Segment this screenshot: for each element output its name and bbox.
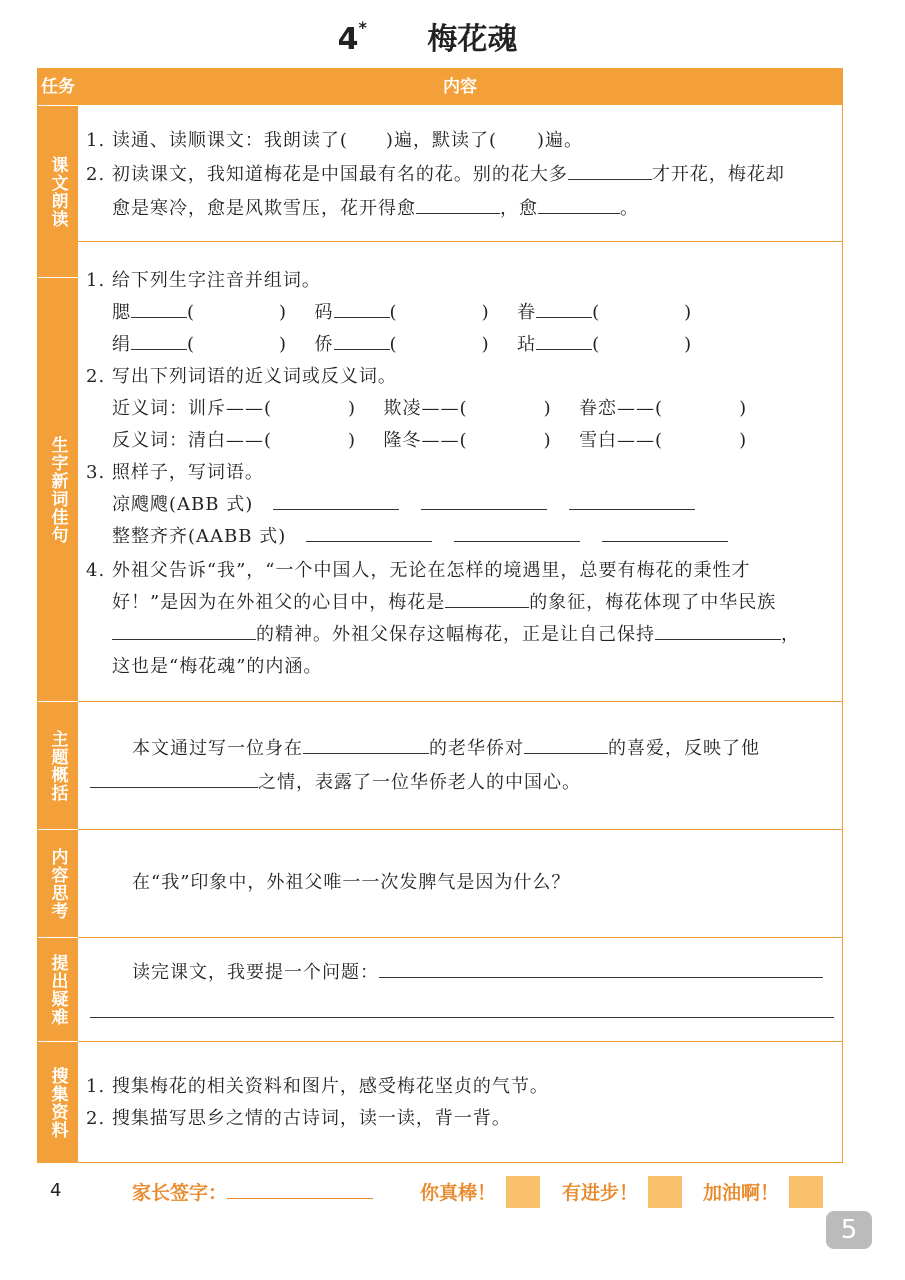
answer-blank[interactable] (524, 733, 608, 754)
answer-blank[interactable] (655, 619, 781, 640)
answer-blank[interactable] (536, 329, 592, 350)
label-vocabulary: 生字新词佳句 (38, 277, 78, 701)
char-row-2: 绢 ( ) 侨 ( ) 玷 ( ) (112, 329, 692, 361)
answer-blank[interactable] (273, 489, 399, 510)
answer-blank[interactable] (538, 193, 620, 214)
reading-q2: 2. 初读课文，我知道梅花是中国最有名的花。别的花大多 才开花，梅花却 (86, 159, 785, 191)
materials-item-1: 1. 搜集梅花的相关资料和图片，感受梅花坚贞的气节。 (86, 1076, 549, 1097)
rating-great-box[interactable] (506, 1176, 540, 1208)
table-header (38, 69, 842, 105)
answer-blank[interactable] (568, 159, 652, 180)
answer-blank[interactable] (131, 297, 187, 318)
reading-q2-cont: 愈是寒冷，愈是风欺雪压，花开得愈 ，愈 。 (112, 193, 639, 225)
rating-progress-label: 有进步！ (562, 1182, 639, 1204)
signature-line[interactable] (227, 1178, 373, 1199)
example-aabb: 整整齐齐(AABB 式) (112, 521, 728, 553)
answer-blank[interactable] (454, 521, 580, 542)
row-divider (78, 701, 842, 702)
rating-cheer-label: 加油啊！ (703, 1182, 780, 1204)
answer-blank[interactable] (90, 767, 258, 788)
question-answer-line[interactable] (90, 1017, 834, 1018)
label-questions: 提出疑难 (38, 937, 78, 1041)
answer-blank[interactable] (306, 521, 432, 542)
question-answer-line[interactable] (379, 957, 823, 978)
header-content: 内容 (443, 77, 477, 97)
answer-blank[interactable] (445, 587, 529, 608)
char-row-1: 腮 ( ) 码 ( ) 眷 ( ) (112, 297, 692, 329)
row-divider (78, 241, 842, 242)
answer-blank[interactable] (334, 297, 390, 318)
thinking-question: 在“我”印象中，外祖父唯一一次发脾气是因为什么？ (132, 872, 571, 893)
answer-blank[interactable] (536, 297, 592, 318)
lesson-number: 4 (337, 22, 359, 57)
answer-blank[interactable] (112, 619, 256, 640)
row-divider (78, 937, 842, 938)
vocab-q2: 2. 写出下列词语的近义词或反义词。 (86, 366, 397, 387)
rating-cheer-box[interactable] (789, 1176, 823, 1208)
vocab-q4-line1: 4. 外祖父告诉“我”，“一个中国人，无论在怎样的境遇里，总要有梅花的秉性才 (86, 560, 751, 581)
optional-mark: * (358, 18, 367, 37)
rating-great-label: 你真棒！ (420, 1182, 497, 1204)
rating-progress-box[interactable] (648, 1176, 682, 1208)
row-divider (78, 829, 842, 830)
header-task: 任务 (41, 77, 75, 97)
answer-blank[interactable] (334, 329, 390, 350)
answer-blank[interactable] (602, 521, 728, 542)
lesson-name: 梅花魂 (427, 22, 518, 57)
vocab-q4-line2: 好！”是因为在外祖父的心目中，梅花是 的象征，梅花体现了中华民族 (112, 587, 776, 619)
label-summary: 主题概括 (38, 701, 78, 829)
page-indicator-button[interactable]: 5 (826, 1211, 872, 1249)
reading-q1: 1. 读通、读顺课文：我朗读了( )遍，默读了( )遍。 (86, 130, 583, 151)
label-reading: 课文朗读 (38, 105, 78, 277)
answer-blank[interactable] (131, 329, 187, 350)
label-materials: 搜集资料 (38, 1041, 78, 1163)
parent-signature: 家长签字： (132, 1178, 373, 1205)
example-abb: 凉飕飕(ABB 式) (112, 489, 695, 521)
answer-blank[interactable] (421, 489, 547, 510)
synonym-row: 近义词：训斥——( ) 欺凌——( ) 眷恋——( ) (112, 398, 748, 419)
vocab-q4-line3: 的精神。外祖父保存这幅梅花，正是让自己保持 ， (112, 619, 800, 651)
page-number: 4 (50, 1180, 62, 1201)
answer-blank[interactable] (303, 733, 429, 754)
vocab-q4-line4: 这也是“梅花魂”的内涵。 (112, 656, 323, 677)
summary-line1: 本文通过写一位身在 的老华侨对 的喜爱，反映了他 (132, 733, 760, 765)
question-prompt: 读完课文，我要提一个问题： (132, 957, 823, 989)
vocab-q1: 1. 给下列生字注音并组词。 (86, 270, 321, 291)
antonym-row: 反义词：清白——( ) 隆冬——( ) 雪白——( ) (112, 430, 748, 451)
summary-line2: 之情，表露了一位华侨老人的中国心。 (90, 767, 581, 799)
worksheet-table (37, 68, 843, 1163)
answer-blank[interactable] (569, 489, 695, 510)
vocab-q3: 3. 照样子，写词语。 (86, 462, 264, 483)
row-divider (78, 1041, 842, 1042)
label-thinking: 内容思考 (38, 829, 78, 937)
answer-blank[interactable] (416, 193, 500, 214)
lesson-title (0, 14, 905, 58)
materials-item-2: 2. 搜集描写思乡之情的古诗词，读一读，背一背。 (86, 1108, 511, 1129)
